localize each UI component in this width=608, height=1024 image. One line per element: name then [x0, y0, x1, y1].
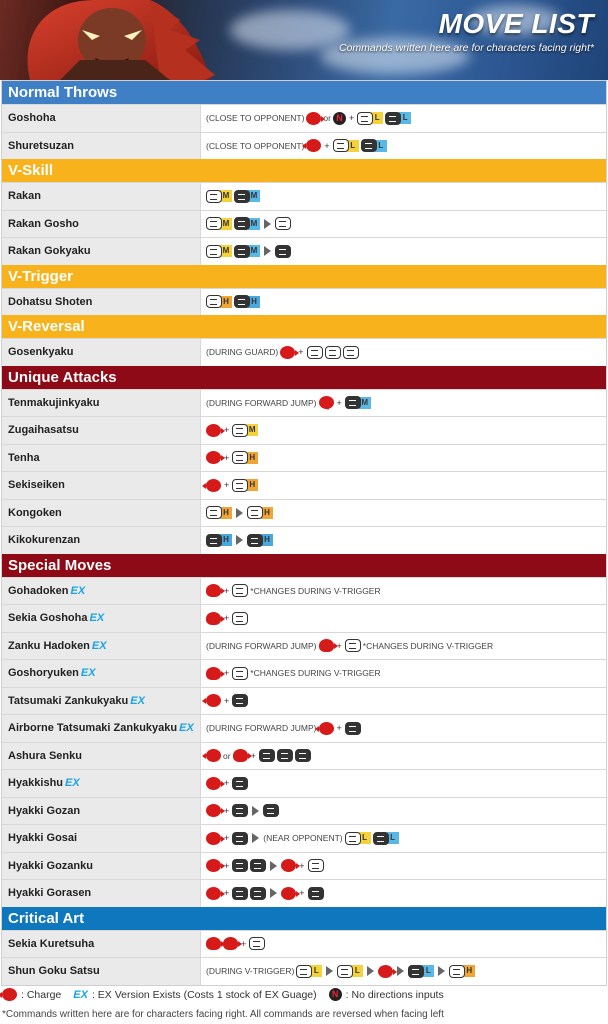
punch-icon: [337, 965, 353, 978]
punch-icon: [296, 965, 312, 978]
move-name: Tenmakujinkyaku: [2, 390, 201, 417]
level-l-icon: L: [351, 965, 363, 977]
move-command: [201, 880, 606, 907]
kick-icon: [250, 859, 266, 872]
kick-icon: [232, 859, 248, 872]
kick-icon: [385, 112, 401, 125]
move-name-text: Tatsumaki Zankukyaku: [8, 694, 129, 707]
move-name: [2, 770, 201, 797]
table-row: [2, 104, 606, 132]
table-row: [2, 526, 606, 554]
footnote: *Commands written here are for characters facing right. All commands are reversed when facing left: [2, 1009, 444, 1020]
level-m-icon: M: [248, 218, 260, 230]
joystick-dp-icon: [206, 859, 221, 872]
medium-kick-icon: [345, 396, 371, 409]
then-arrow-icon: [438, 966, 445, 976]
table-row: [2, 237, 606, 265]
level-l-icon: L: [371, 112, 383, 124]
punch-icon: [232, 667, 248, 680]
joystick-qcf-icon: [223, 937, 238, 950]
then-arrow-icon: [264, 246, 271, 256]
then-arrow-icon: [367, 966, 374, 976]
move-command: [201, 688, 606, 715]
command-note: (DURING FORWARD JUMP): [206, 723, 317, 734]
level-m-icon: M: [246, 424, 258, 436]
plus-sign: +: [224, 613, 230, 624]
kick-icon: [234, 245, 250, 258]
plus-sign: +: [224, 585, 230, 596]
command-note: (NEAR OPPONENT): [263, 833, 343, 844]
table-row: [2, 444, 606, 472]
joystick-qcf-icon: [281, 859, 296, 872]
legend-neutral-icon: N: [329, 988, 342, 1001]
kick-icon: [263, 804, 279, 817]
page-subtitle: Commands written here are for characters facing right*: [338, 42, 594, 54]
heavy-kick-icon: [247, 534, 273, 547]
plus-sign: +: [348, 113, 355, 124]
punch-icon: [249, 937, 265, 950]
joystick-dp-icon: [206, 832, 221, 845]
punch-icon: [333, 139, 349, 152]
move-name: Sekia Kuretsuha: [2, 931, 201, 958]
move-name: Shuretsuzan: [2, 133, 201, 160]
move-name: Rakan Gosho: [2, 211, 201, 238]
light-punch-icon: [337, 965, 363, 978]
joystick-qcf-icon: [281, 887, 296, 900]
joystick-forward-icon: [280, 346, 295, 359]
command-note: *CHANGES DURING V-TRIGGER: [362, 640, 494, 651]
heavy-kick-icon: [206, 534, 232, 547]
move-name-text: Hyakkishu: [8, 777, 64, 790]
move-name: [2, 660, 201, 687]
heavy-punch-icon: [232, 479, 258, 492]
legend: [2, 988, 444, 1001]
move-command: [201, 133, 606, 160]
joystick-dp-icon: [233, 749, 248, 762]
move-name: [2, 688, 201, 715]
move-command: [201, 472, 606, 499]
table-row: [2, 714, 606, 742]
table-row: [2, 132, 606, 160]
then-arrow-icon: [236, 535, 243, 545]
punch-icon: [232, 612, 248, 625]
punch-icon: [345, 832, 361, 845]
level-l-icon: L: [310, 965, 322, 977]
move-command: [201, 958, 606, 985]
medium-kick-icon: [234, 190, 260, 203]
kick-icon: [234, 217, 250, 230]
table-row: [2, 659, 606, 687]
move-command: [201, 238, 606, 265]
punch-icon: [232, 424, 248, 437]
move-name: [2, 633, 201, 660]
kick-icon: [275, 245, 291, 258]
plus-sign: +: [224, 480, 230, 491]
joystick-qcf-icon: [319, 639, 334, 652]
move-name: [2, 578, 201, 605]
move-command: [201, 770, 606, 797]
page-title: MOVE LIST: [438, 8, 594, 39]
move-command: [201, 660, 606, 687]
kick-icon: [234, 295, 250, 308]
table-row: [2, 604, 606, 632]
light-punch-icon: [357, 112, 383, 125]
table-row: [2, 930, 606, 958]
punch-icon: [345, 639, 361, 652]
joystick-qcf-icon: [206, 937, 221, 950]
kick-icon: [345, 722, 361, 735]
punch-icon: [308, 859, 324, 872]
then-arrow-icon: [264, 219, 271, 229]
move-name-text: Airborne Tatsumaki Zankukyaku: [8, 722, 178, 735]
plus-sign: +: [224, 425, 230, 436]
move-name: Hyakki Gozan: [2, 798, 201, 825]
level-h-icon: H: [463, 965, 475, 977]
move-name: [2, 605, 201, 632]
punch-icon: [206, 190, 222, 203]
plus-sign: +: [250, 750, 256, 761]
kick-icon: [259, 749, 275, 762]
heavy-punch-icon: [206, 506, 232, 519]
punch-icon: [232, 479, 248, 492]
joystick-back-icon: [306, 139, 321, 152]
punch-icon: [325, 346, 341, 359]
level-h-icon: H: [248, 296, 260, 308]
move-command: [201, 743, 606, 770]
level-m-icon: M: [220, 245, 232, 257]
move-command: [201, 798, 606, 825]
table-row: [2, 338, 606, 366]
then-arrow-icon: [270, 888, 277, 898]
punch-icon: [307, 346, 323, 359]
move-command: [201, 825, 606, 852]
medium-kick-icon: [234, 245, 260, 258]
light-punch-icon: [296, 965, 322, 978]
level-m-icon: M: [220, 218, 232, 230]
command-note: (DURING FORWARD JUMP): [206, 397, 317, 408]
section-critical-art: Critical Art: [2, 907, 606, 930]
move-command: [201, 500, 606, 527]
move-name: Tenha: [2, 445, 201, 472]
legend-charge: : Charge: [21, 988, 62, 1001]
move-name: Rakan Gokyaku: [2, 238, 201, 265]
table-row: [2, 957, 606, 985]
section-v-skill: V-Skill: [2, 159, 606, 182]
move-name: Dohatsu Shoten: [2, 289, 201, 316]
plus-sign: +: [299, 888, 305, 899]
move-name: Kikokurenzan: [2, 527, 201, 554]
heavy-kick-icon: [234, 295, 260, 308]
command-note: (DURING V-TRIGGER): [206, 966, 295, 977]
move-name: Goshoha: [2, 105, 201, 132]
or-label: or: [223, 750, 231, 761]
joystick-qcf-icon: [206, 584, 221, 597]
level-l-icon: L: [359, 832, 371, 844]
then-arrow-icon: [252, 833, 259, 843]
header-banner: [0, 0, 608, 80]
ex-badge: EX: [179, 722, 194, 735]
table-row: [2, 879, 606, 907]
then-arrow-icon: [236, 508, 243, 518]
move-name-text: Goshoryuken: [8, 667, 79, 680]
command-note: (DURING FORWARD JUMP): [206, 640, 317, 651]
table-row: [2, 210, 606, 238]
plus-sign: +: [224, 778, 230, 789]
table-row: [2, 288, 606, 316]
joystick-forward-icon: [206, 424, 221, 437]
move-name: Gosenkyaku: [2, 339, 201, 366]
heavy-punch-icon: [247, 506, 273, 519]
plus-sign: +: [224, 888, 230, 899]
level-h-icon: H: [246, 479, 258, 491]
kick-icon: [232, 694, 248, 707]
move-command: [201, 633, 606, 660]
move-name: Ashura Senku: [2, 743, 201, 770]
level-m-icon: M: [248, 190, 260, 202]
move-command: [201, 931, 606, 958]
section-v-reversal: V-Reversal: [2, 315, 606, 338]
level-m-icon: M: [359, 397, 371, 409]
or-label: or: [323, 113, 331, 124]
move-name: [2, 715, 201, 742]
medium-kick-icon: [234, 217, 260, 230]
ex-badge: EX: [80, 667, 96, 680]
table-row: [2, 824, 606, 852]
charge-icon: [2, 988, 17, 1001]
then-arrow-icon: [326, 966, 333, 976]
medium-punch-icon: [206, 217, 232, 230]
section-special-moves: Special Moves: [2, 554, 606, 577]
kick-icon: [361, 139, 377, 152]
medium-punch-icon: [206, 190, 232, 203]
move-command: [201, 390, 606, 417]
kick-icon: [232, 832, 248, 845]
joystick-forward-icon: [306, 112, 321, 125]
punch-icon: [247, 506, 263, 519]
legend-neutral-desc: : No directions inputs: [345, 988, 444, 1001]
joystick-dp-back-icon: [206, 749, 221, 762]
punch-icon: [206, 506, 222, 519]
joystick-forward-icon: [206, 451, 221, 464]
table-row: [2, 797, 606, 825]
command-note: *CHANGES DURING V-TRIGGER: [250, 585, 381, 596]
level-l-icon: L: [375, 140, 387, 152]
level-h-icon: H: [261, 507, 273, 519]
move-name: Hyakki Gozanku: [2, 853, 201, 880]
plus-sign: +: [224, 695, 230, 706]
kick-icon: [277, 749, 293, 762]
punch-icon: [206, 245, 222, 258]
table-row: [2, 852, 606, 880]
punch-icon: [275, 217, 291, 230]
plus-sign: +: [241, 938, 247, 949]
medium-punch-icon: [232, 424, 258, 437]
move-command: [201, 183, 606, 210]
table-row: [2, 687, 606, 715]
ex-badge: EX: [91, 639, 107, 652]
light-kick-icon: [385, 112, 411, 125]
punch-icon: [206, 295, 222, 308]
light-kick-icon: [373, 832, 399, 845]
section-v-trigger: V-Trigger: [2, 265, 606, 288]
then-arrow-icon: [270, 861, 277, 871]
kick-icon: [206, 534, 222, 547]
move-name: Zugaihasatsu: [2, 417, 201, 444]
character-portrait-icon: [0, 0, 220, 80]
kick-icon: [408, 965, 424, 978]
move-name-text: Zanku Hadoken: [8, 639, 90, 652]
move-name: Rakan: [2, 183, 201, 210]
heavy-punch-icon: [449, 965, 475, 978]
table-row: [2, 416, 606, 444]
ex-badge: EX: [70, 584, 86, 597]
command-note: *CHANGES DURING V-TRIGGER: [250, 668, 381, 679]
plus-sign: +: [224, 833, 230, 844]
joystick-half-circle-icon: [206, 612, 221, 625]
level-h-icon: H: [220, 534, 232, 546]
kick-icon: [373, 832, 389, 845]
move-command: [201, 289, 606, 316]
table-row: [2, 499, 606, 527]
cloud-decoration: [230, 10, 350, 50]
legend-ex-badge: EX: [73, 988, 88, 1001]
move-name: Shun Goku Satsu: [2, 958, 201, 985]
plus-sign: +: [336, 640, 342, 651]
then-arrow-icon: [252, 806, 259, 816]
joystick-qcb-icon: [319, 722, 334, 735]
command-note: (CLOSE TO OPPONENT): [206, 113, 305, 124]
light-punch-icon: [333, 139, 359, 152]
then-arrow-icon: [397, 966, 404, 976]
punch-icon: [232, 451, 248, 464]
joystick-dp-icon: [206, 887, 221, 900]
move-command: [201, 527, 606, 554]
kick-icon: [250, 887, 266, 900]
level-h-icon: H: [220, 507, 232, 519]
level-m-icon: M: [220, 190, 232, 202]
joystick-dp-icon: [206, 804, 221, 817]
table-row: [2, 769, 606, 797]
move-command: [201, 211, 606, 238]
kick-icon: [232, 777, 248, 790]
command-note: (CLOSE TO OPPONENT): [206, 140, 305, 151]
kick-icon: [308, 887, 324, 900]
move-name: Sekiseiken: [2, 472, 201, 499]
level-l-icon: L: [347, 140, 359, 152]
plus-sign: +: [299, 860, 305, 871]
move-command: [201, 715, 606, 742]
punch-icon: [449, 965, 465, 978]
move-name: Hyakki Gorasen: [2, 880, 201, 907]
kick-icon: [247, 534, 263, 547]
move-table: [1, 80, 607, 986]
table-row: [2, 632, 606, 660]
light-kick-icon: [408, 965, 434, 978]
joystick-back-icon: [206, 479, 221, 492]
command-note: (DURING GUARD): [206, 347, 279, 358]
punch-icon: [343, 346, 359, 359]
ex-badge: EX: [89, 612, 105, 625]
move-command: [201, 445, 606, 472]
level-l-icon: L: [399, 112, 411, 124]
ex-badge: EX: [130, 694, 145, 707]
move-name-text: Sekia Goshoha: [8, 612, 88, 625]
move-command: [201, 417, 606, 444]
plus-sign: +: [324, 140, 330, 151]
joystick-dp-icon: [206, 777, 221, 790]
punch-icon: [206, 217, 222, 230]
plus-sign: +: [336, 723, 342, 734]
neutral-icon: N: [333, 112, 346, 125]
table-row: [2, 742, 606, 770]
move-command: [201, 339, 606, 366]
level-m-icon: M: [248, 245, 260, 257]
plus-sign: +: [298, 347, 304, 358]
kick-icon: [234, 190, 250, 203]
joystick-down-icon: [319, 396, 334, 409]
joystick-dp-icon: [206, 667, 221, 680]
table-row: [2, 577, 606, 605]
level-h-icon: H: [220, 296, 232, 308]
kick-icon: [295, 749, 311, 762]
plus-sign: +: [224, 860, 230, 871]
medium-punch-icon: [206, 245, 232, 258]
move-command: [201, 578, 606, 605]
move-name: Kongoken: [2, 500, 201, 527]
section-unique-attacks: Unique Attacks: [2, 366, 606, 389]
table-row: [2, 182, 606, 210]
plus-sign: +: [224, 668, 230, 679]
section-normal-throws: Normal Throws: [2, 81, 606, 104]
ex-badge: EX: [65, 777, 80, 790]
joystick-forward-icon: [378, 965, 393, 978]
kick-icon: [232, 887, 248, 900]
plus-sign: +: [336, 397, 342, 408]
table-row: [2, 471, 606, 499]
move-name: Hyakki Gosai: [2, 825, 201, 852]
legend-ex-desc: : EX Version Exists (Costs 1 stock of EX Guage): [91, 988, 317, 1001]
punch-icon: [232, 584, 248, 597]
light-kick-icon: [361, 139, 387, 152]
move-command: [201, 105, 606, 132]
light-punch-icon: [345, 832, 371, 845]
level-h-icon: H: [261, 534, 273, 546]
kick-icon: [345, 396, 361, 409]
move-name-text: Gohadoken: [8, 584, 69, 597]
level-l-icon: L: [387, 832, 399, 844]
heavy-punch-icon: [232, 451, 258, 464]
move-command: [201, 853, 606, 880]
level-l-icon: L: [422, 965, 434, 977]
plus-sign: +: [224, 452, 230, 463]
heavy-punch-icon: [206, 295, 232, 308]
table-row: [2, 389, 606, 417]
kick-icon: [232, 804, 248, 817]
punch-icon: [357, 112, 373, 125]
level-h-icon: H: [246, 452, 258, 464]
plus-sign: +: [224, 805, 230, 816]
move-command: [201, 605, 606, 632]
joystick-qcb-icon: [206, 694, 221, 707]
